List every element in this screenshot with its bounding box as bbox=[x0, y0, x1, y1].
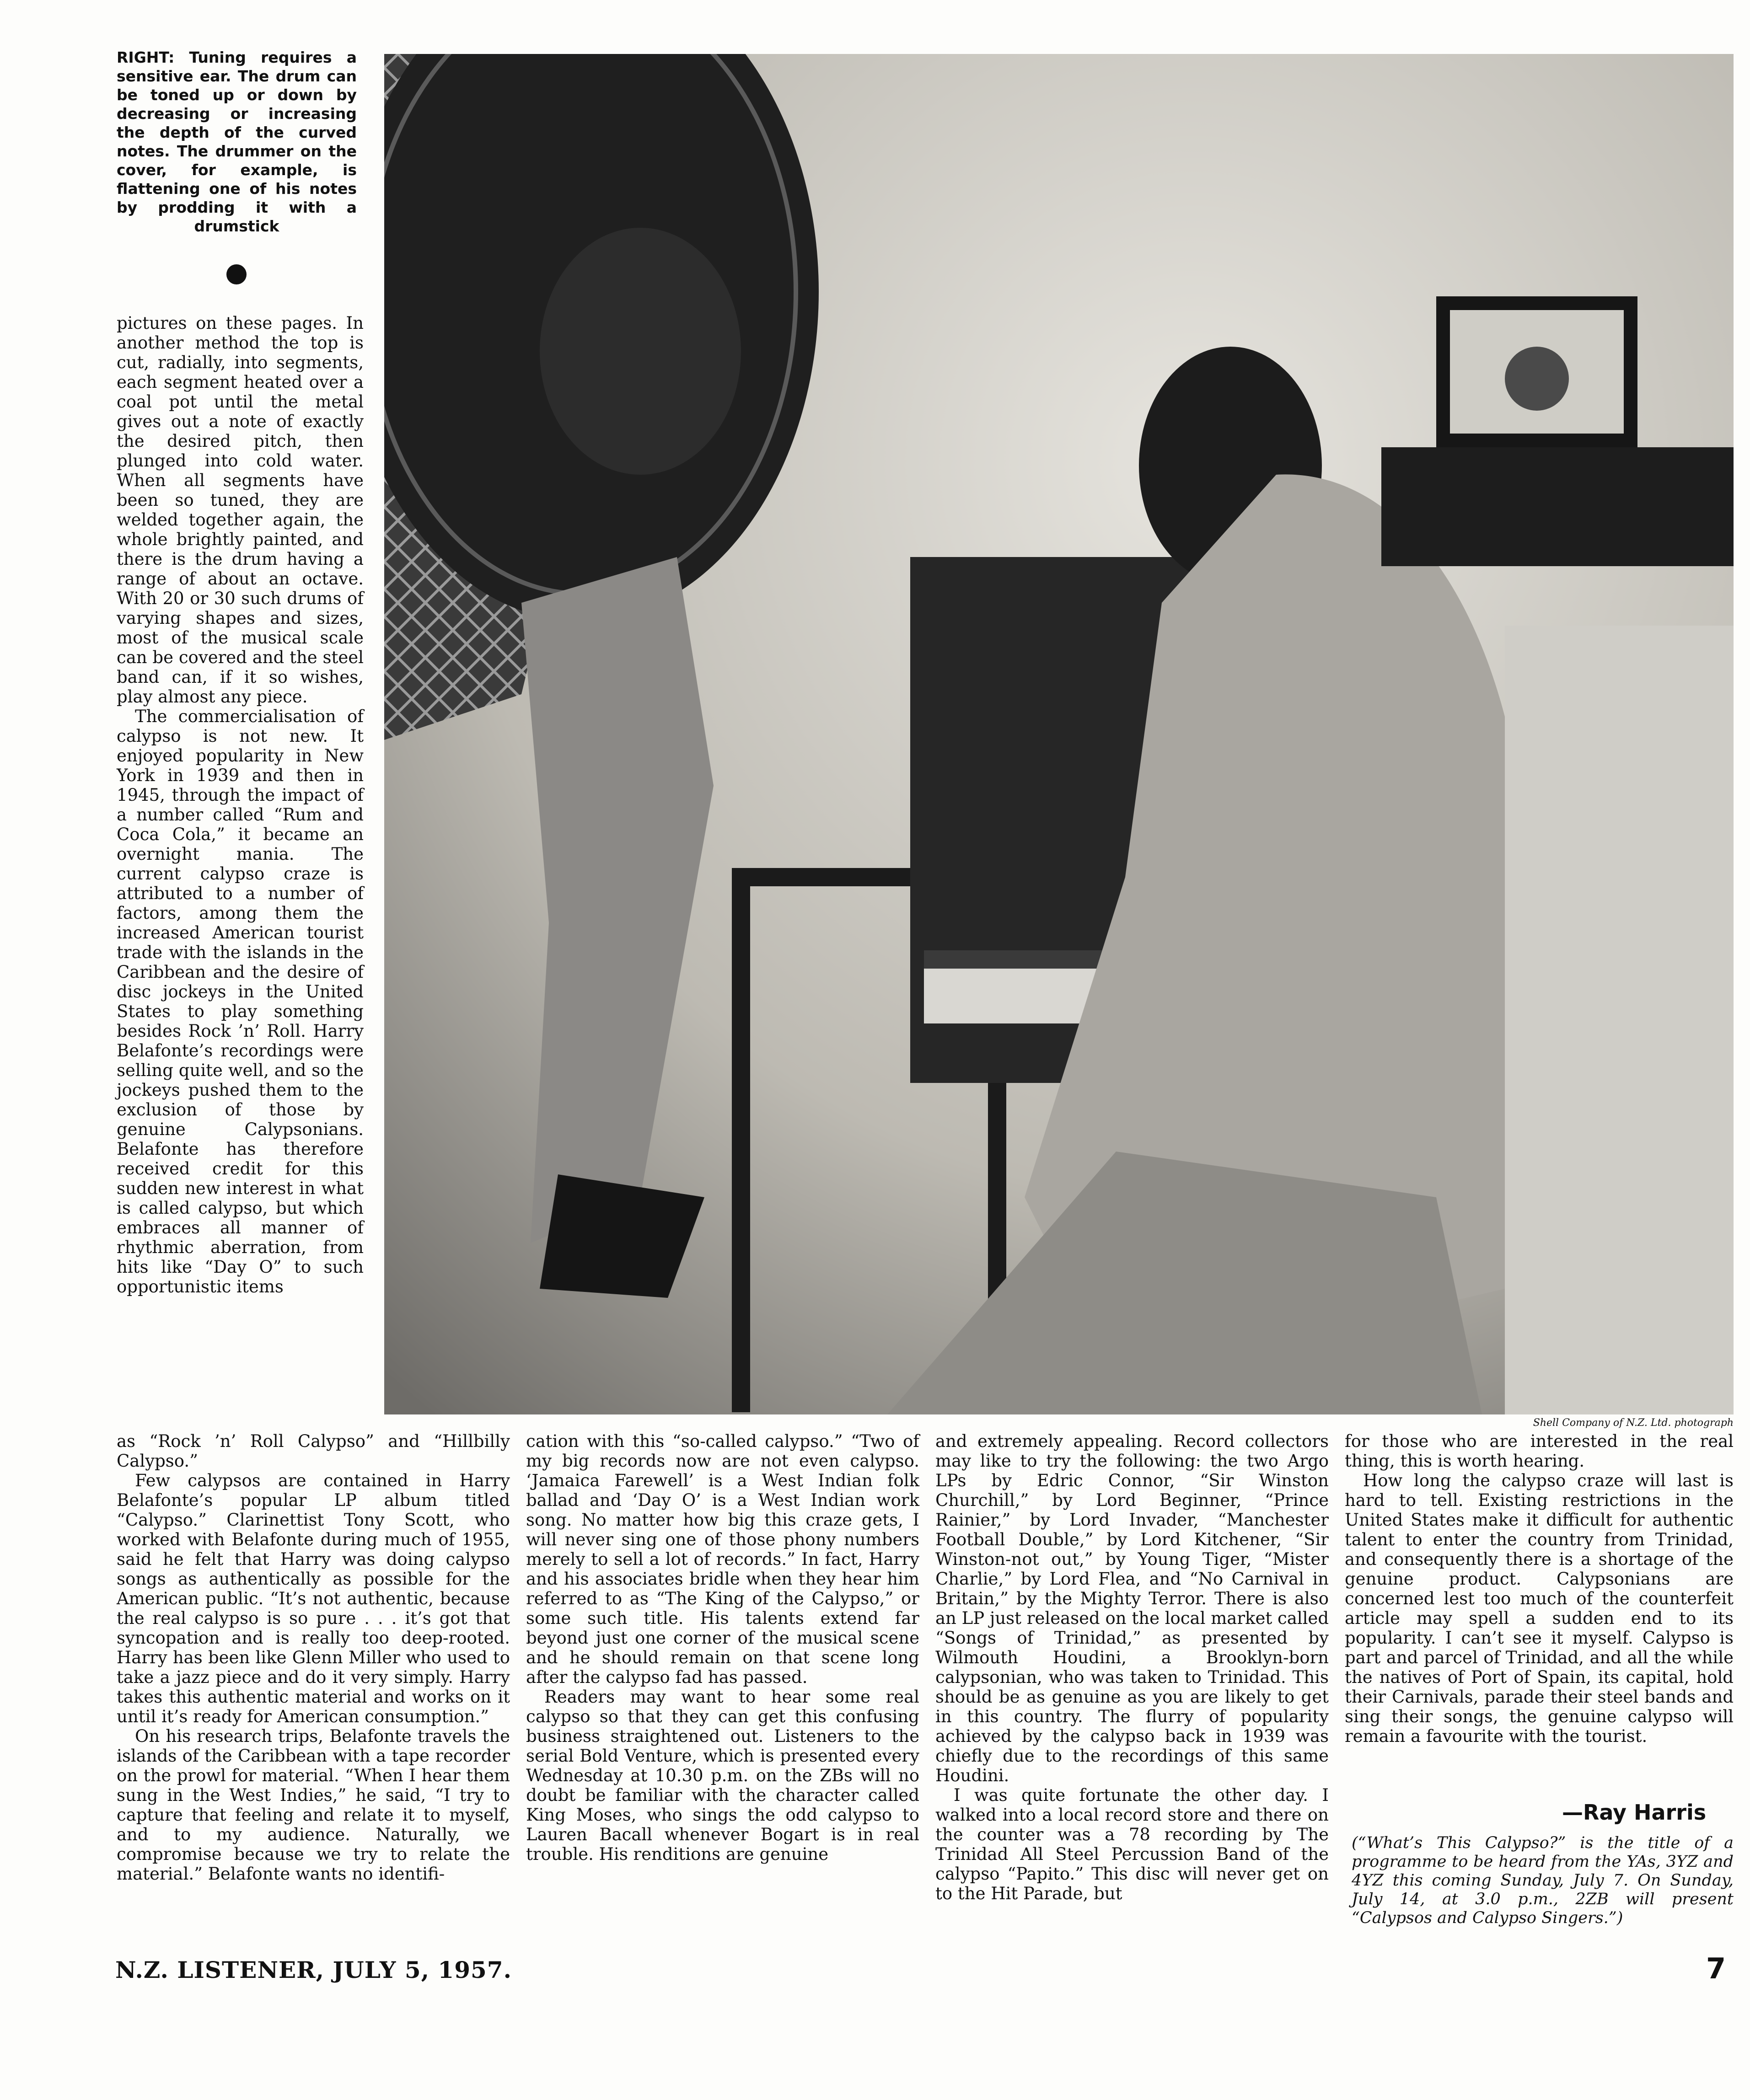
byline: —Ray Harris bbox=[1562, 1800, 1707, 1825]
paragraph: for those who are interested in the real thing, this is worth hearing. bbox=[1345, 1431, 1734, 1471]
column-2 bbox=[526, 1431, 919, 1864]
column-1-lower bbox=[117, 1431, 510, 1884]
photo-caption: RIGHT: Tuning requires a sensitive ear. The drum can be toned up or down by decreasing or increasing the depth of the curved notes. The drummer on the cover, for example, is flattening one of his notes by prodding it with a drumstick bbox=[117, 48, 357, 235]
photo-credit: Shell Company of N.Z. Ltd. photograph bbox=[1533, 1417, 1734, 1429]
paragraph: How long the calypso craze will last is hard to tell. Existing restrictions in the United States make it difficult for authentic talent to enter the country from Trinidad, and consequently there is a shortage of the genuine product. Calypsonians are concerned lest too much of the counterfeit article may spell a sudden end to its popularity. I can’t see it myself. Calypso is part and parcel of Trinidad, and all the while the natives of Port of Spain, its capital, hold their Carnivals, parade their steel bands and sing their songs, the genuine calypso will remain a favourite with the tourist. bbox=[1345, 1471, 1734, 1746]
masthead: N.Z. LISTENER, JULY 5, 1957. bbox=[115, 1956, 512, 1983]
bullet-separator bbox=[226, 264, 247, 284]
column-3 bbox=[935, 1431, 1329, 1903]
paragraph: The commercialisation of calypso is not new. It enjoyed popularity in New York in 1939 and then in 1945, through the impact of a number called “Rum and Coca Cola,” it became an overnight mania. The current calypso craze is attributed to a number of factors, among them the increased American tourist trade with the islands in the Caribbean and the desire of disc jockeys in the United States to play something besides Rock ’n’ Roll. Harry Belafonte’s recordings were selling quite well, and so the jockeys pushed them to the exclusion of those by genuine Calypsonians. Belafonte has therefore received credit for this sudden new interest in what is called calypso, but which embraces all manner of rhythmic aberration, from hits like “Day O” to such opportunistic items bbox=[117, 707, 364, 1296]
photo-illustration bbox=[384, 54, 1734, 1414]
paragraph: On his research trips, Belafonte travels the islands of the Caribbean with a tape recorder on the prowl for material. “When I hear them sung in the West Indies,” he said, “I try to capture that feeling and relate it to myself, and to my audience. Naturally, we compromise because we try to relate the material.” Belafonte wants no identifi- bbox=[117, 1726, 510, 1884]
steel-band-photograph bbox=[384, 54, 1734, 1414]
paragraph: Few calypsos are contained in Harry Belafonte’s popular LP album titled “Calypso.” Clarinettist Tony Scott, who worked with Belafonte during much of 1955, said he felt that Harry was doing calypso songs as authentically as possible for the American public. “It’s not authentic, because the real calypso is so pure . . . it’s got that syncopation and is really too deep-rooted. Harry has been like Glenn Miller who used to take a jazz piece and do it very simply. Harry takes this authentic material and works on it until it’s ready for American consumption.” bbox=[117, 1471, 510, 1726]
column-4 bbox=[1345, 1431, 1734, 1746]
paragraph: Readers may want to hear some real calypso so that they can get this confusing business straightened out. Listeners to the serial Bold Venture, which is presented every Wednesday at 10.30 p.m. on the ZBs will no doubt be familiar with the character called King Moses, who sings the odd calypso to Lauren Bacall whenever Bogart is in real trouble. His renditions are genuine bbox=[526, 1687, 919, 1864]
paragraph: cation with this “so-called calypso.” “Two of my big records now are not even calypso. ‘Jamaica Farewell’ is a West Indian folk ballad and ‘Day O’ is a West Indian work song. No matter how big this craze gets, I will never sing one of those phony numbers merely to sell a lot of records.” In fact, Harry and his associates bridle when they hear him referred to as “The King of the Calypso,” or some such title. His talents extend far beyond just one corner of the musical scene and he should remain on that scene long after the calypso fad has passed. bbox=[526, 1431, 919, 1687]
page-number: 7 bbox=[1706, 1952, 1726, 1985]
paragraph: and extremely appealing. Record collectors may like to try the following: the two Argo LPs by Edric Connor, “Sir Winston Churchill,” by Lord Beginner, “Prince Rainier,” by Lord Invader, “Manchester Football Double,” by Lord Kitchener, “Sir Winston-not out,” by Young Tiger, “Mister Charlie,” by Lord Flea, and “No Carnival in Britain,” by the Mighty Terror. There is also an LP just released on the local market called “Songs of Trinidad,” as presented by Wilmouth Houdini, a Brooklyn-born calypsonian, who was taken to Trinidad. This should be as genuine as you are likely to get in this country. The flurry of popularity achieved by the calypso back in 1939 was chiefly due to the recordings of this same Houdini. bbox=[935, 1431, 1329, 1785]
paragraph: I was quite fortunate the other day. I walked into a local record store and there on the counter was a 78 recording by The Trinidad All Steel Percussion Band of the calypso “Papito.” This disc will never get on to the Hit Parade, but bbox=[935, 1785, 1329, 1903]
paragraph: pictures on these pages. In another method the top is cut, radially, into segments, each segment heated over a coal pot until the metal gives out a note of exactly the desired pitch, then plunged into cold water. When all segments have been so tuned, they are welded together again, the whole brightly painted, and there is the drum having a range of about an octave. With 20 or 30 such drums of varying shapes and sizes, most of the musical scale can be covered and the steel band can, if it so wishes, play almost any piece. bbox=[117, 313, 364, 707]
paragraph: as “Rock ’n’ Roll Calypso” and “Hillbilly Calypso.” bbox=[117, 1431, 510, 1471]
column-1-upper bbox=[117, 313, 364, 1296]
footnote: (“What’s This Calypso?” is the title of a programme to be heard from the YAs, 3YZ and 4YZ this coming Sunday, July 7. On Sunday, July 14, at 3.0 p.m., 2ZB will present “Calypsos and Calypso Singers.”) bbox=[1352, 1834, 1734, 1927]
